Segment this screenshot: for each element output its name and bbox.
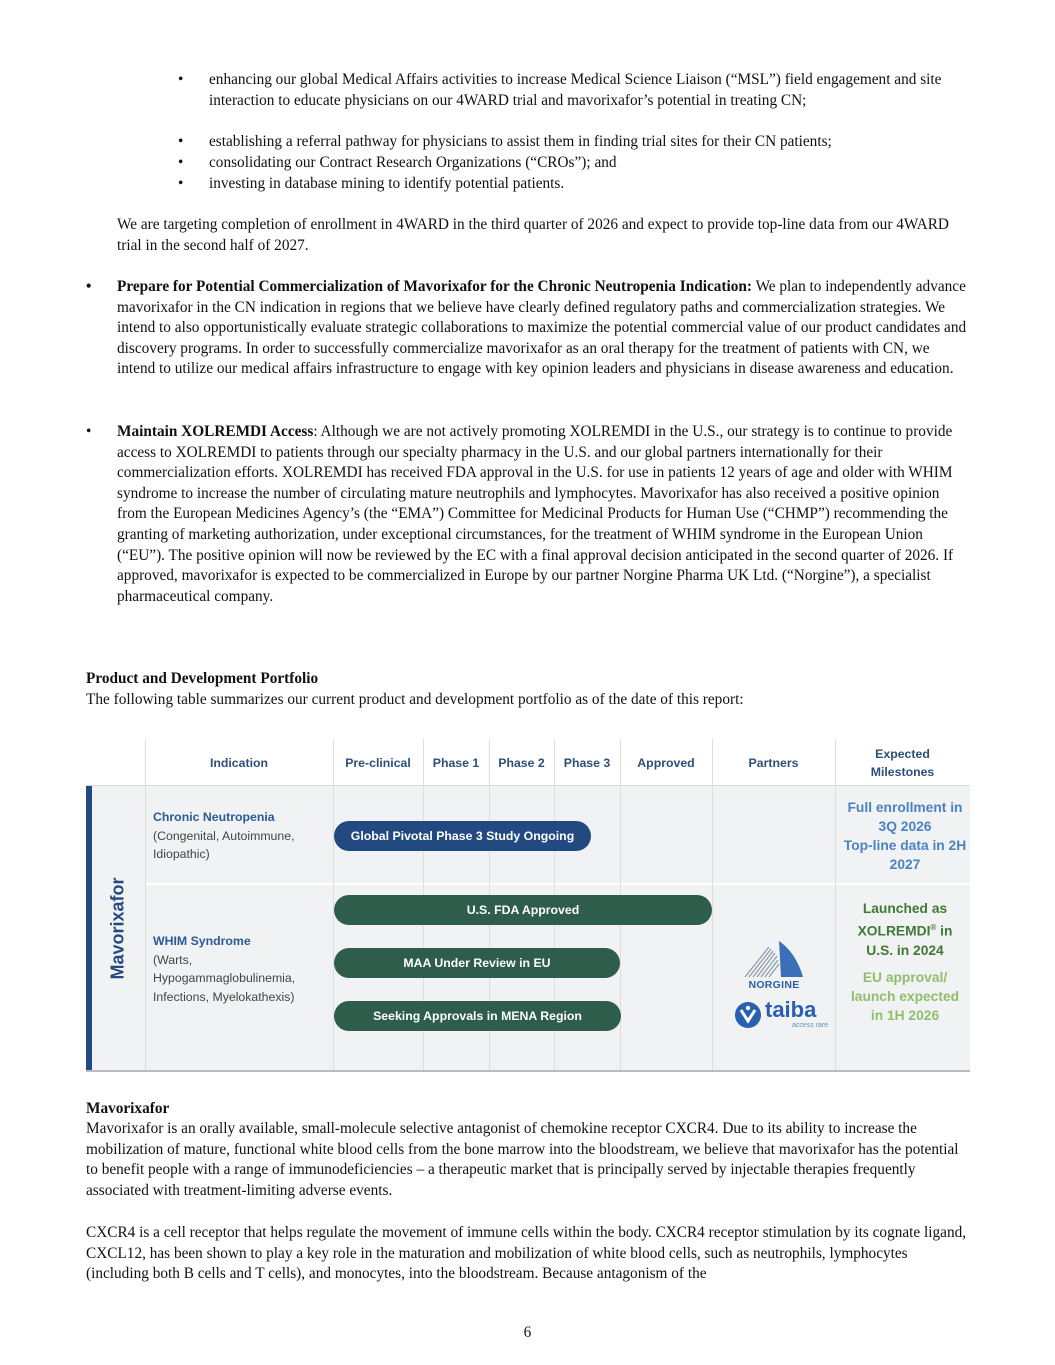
table-bottom-border: [86, 1070, 970, 1072]
row-divider: [145, 883, 970, 885]
column-line: [712, 739, 713, 1070]
column-line: [835, 739, 836, 1070]
taiba-logo-icon: [734, 1001, 762, 1029]
bullet-glyph: •: [86, 278, 92, 295]
enrollment-paragraph: We are targeting completion of enrollment in 4WARD in the third quarter of 2026 and expect to provide top-line data from our 4WARD trial in the second half of 2027.: [117, 216, 949, 254]
header-partners: Partners: [748, 755, 799, 770]
norgine-logo-mark: [741, 939, 807, 979]
bullet-glyph: •: [178, 175, 184, 192]
commercialization-body: We plan to independently advance mavorixafor in the CN indication in regions that we believe have clearly defined regulatory paths and commercialization strategies. We intend to also opportunistically evaluate strategic collaborations to maximize the potential commercial value of our product candidates and discovery programs. In order to successfully commercialize mavorixafor as an oral therapy for the treatment of patients with CN, we intend to utilize our medical affairs infrastructure to engage with key opinion leaders and physicians in disease awareness and education.: [117, 278, 967, 378]
header-indication: Indication: [209, 755, 269, 770]
header-phase-3: Phase 3: [563, 755, 611, 770]
whim-fda-bar: U.S. FDA Approved: [334, 895, 712, 925]
whim-mena-bar: Seeking Approvals in MENA Region: [334, 1001, 621, 1031]
header-phase-2: Phase 2: [498, 755, 545, 770]
cn-milestone-2: Top-line data in 2H 2027: [843, 838, 967, 872]
header-phase-1: Phase 1: [432, 755, 480, 770]
whim-eu-bar: MAA Under Review in EU: [334, 948, 620, 978]
mavorixafor-heading: Mavorixafor: [86, 1100, 170, 1117]
cn-indication-subtitle: (Congenital, Autoimmune, Idiopathic): [153, 829, 295, 862]
page-number: 6: [523, 1324, 532, 1341]
cxcr4-paragraph: CXCR4 is a cell receptor that helps regulate the movement of immune cells within the body. CXCR4 receptor stimulation by its cognate ligand, CXCL12, has been shown to play a key role in the maturation and mobilization of white blood cells, such as neutrophils, lymphocytes (including both B cells and T cells), and monocytes, into the bloodstream. Because antagonism of the: [86, 1224, 967, 1283]
whim-indication-subtitle: (Warts, Hypogammaglobulinemia, Infections, Myelokathexis): [153, 953, 296, 1004]
product-label: Mavorixafor: [108, 876, 129, 980]
bullet-glyph: •: [178, 133, 184, 150]
taiba-wordmark: taiba: [765, 997, 817, 1022]
access-paragraph: [117, 422, 972, 607]
mavorixafor-paragraph: Mavorixafor is an orally available, small-molecule selective antagonist of chemokine receptor CXCR4. Due to its ability to increase the mobilization of mature, functional white blood cells from the bone marrow into the bloodstream, we believe that mavorixafor has the potential to benefit people with a range of immunodeficiencies – a therapeutic market that is principally served by injectable therapies frequently associated with treatment-limiting adverse events.: [86, 1120, 959, 1199]
column-line: [145, 739, 146, 1070]
product-label-cell: [92, 786, 145, 1070]
whim-milestone-1: [843, 899, 967, 960]
access-body: : Although we are not actively promoting XOLREMDI in the U.S., our strategy is to continue to provide access to XOLREMDI to patients through our specialty pharmacy in the U.S. and our global partners internationally for their commercialization efforts. XOLREMDI has received FDA approval in the U.S. for use in patients 12 years of age and older with WHIM syndrome to increase the number of circulating mature neutrophils and lymphocytes. Mavorixafor has also received a positive opinion from the European Medicines Agency’s (the “EMA”) Committee for Medicinal Products for Human Use (“CHMP”) recommending the granting of marketing authorization, under exceptional circumstances, for the treatment of WHIM syndrome in the European Union (“EU”). The positive opinion will now be reviewed by the EC with a final approval decision anticipated in the second quarter of 2026. If approved, mavorixafor is expected to be commercialized in Europe by our partner Norgine Pharma UK Ltd. (“Norgine”), a specialist pharmaceutical company.: [117, 423, 954, 605]
whim-milestone-2: EU approval/ launch expected in 1H 2026: [850, 970, 960, 1023]
taiba-tagline: access rare: [792, 1022, 829, 1029]
cn-milestone-1: Full enrollment in 3Q 2026: [847, 800, 963, 834]
intro-bullet-1: enhancing our global Medical Affairs activities to increase Medical Science Liaison (“MSL”) field engagement and site interaction to educate physicians on our 4WARD trial and mavorixafor’s potential in treating CN;: [209, 71, 942, 109]
intro-bullet-3: consolidating our Contract Research Organizations (“CROs”); and: [209, 154, 617, 171]
cn-phase-bar: Global Pivotal Phase 3 Study Ongoing: [334, 821, 591, 851]
taiba-logo-mark: [734, 1001, 762, 1029]
bullet-glyph: •: [86, 423, 92, 440]
whim-indication-title: WHIM Syndrome: [153, 934, 251, 948]
norgine-wordmark: NORGINE: [748, 979, 800, 991]
bullet-glyph: •: [178, 71, 184, 88]
header-milestones: Expected Milestones: [870, 746, 935, 779]
commercialization-paragraph: [117, 277, 967, 380]
portfolio-intro: The following table summarizes our current product and development portfolio as of the date of this report:: [86, 691, 744, 708]
header-approved: Approved: [637, 755, 695, 770]
portfolio-heading: Product and Development Portfolio: [86, 670, 319, 687]
registered-mark: ®: [930, 923, 937, 932]
pipeline-table: [86, 739, 970, 1073]
intro-bullet-4: investing in database mining to identify potential patients.: [209, 175, 565, 192]
bullet-glyph: •: [178, 154, 184, 171]
commercialization-heading: Prepare for Potential Commercialization of Mavorixafor for the Chronic Neutropenia Indication:: [117, 278, 753, 295]
cn-indication-title: Chronic Neutropenia: [153, 810, 275, 824]
header-preclinical: Pre-clinical: [345, 755, 411, 770]
whim-milestone-1-text: Launched as XOLREMDI: [857, 901, 948, 939]
intro-bullet-2: establishing a referral pathway for physicians to assist them in finding trial sites for their CN patients;: [209, 133, 832, 150]
whim-milestone-1-tail: in U.S. in 2024: [866, 923, 953, 958]
norgine-logo: [741, 939, 807, 979]
access-heading: Maintain XOLREMDI Access: [117, 423, 314, 440]
